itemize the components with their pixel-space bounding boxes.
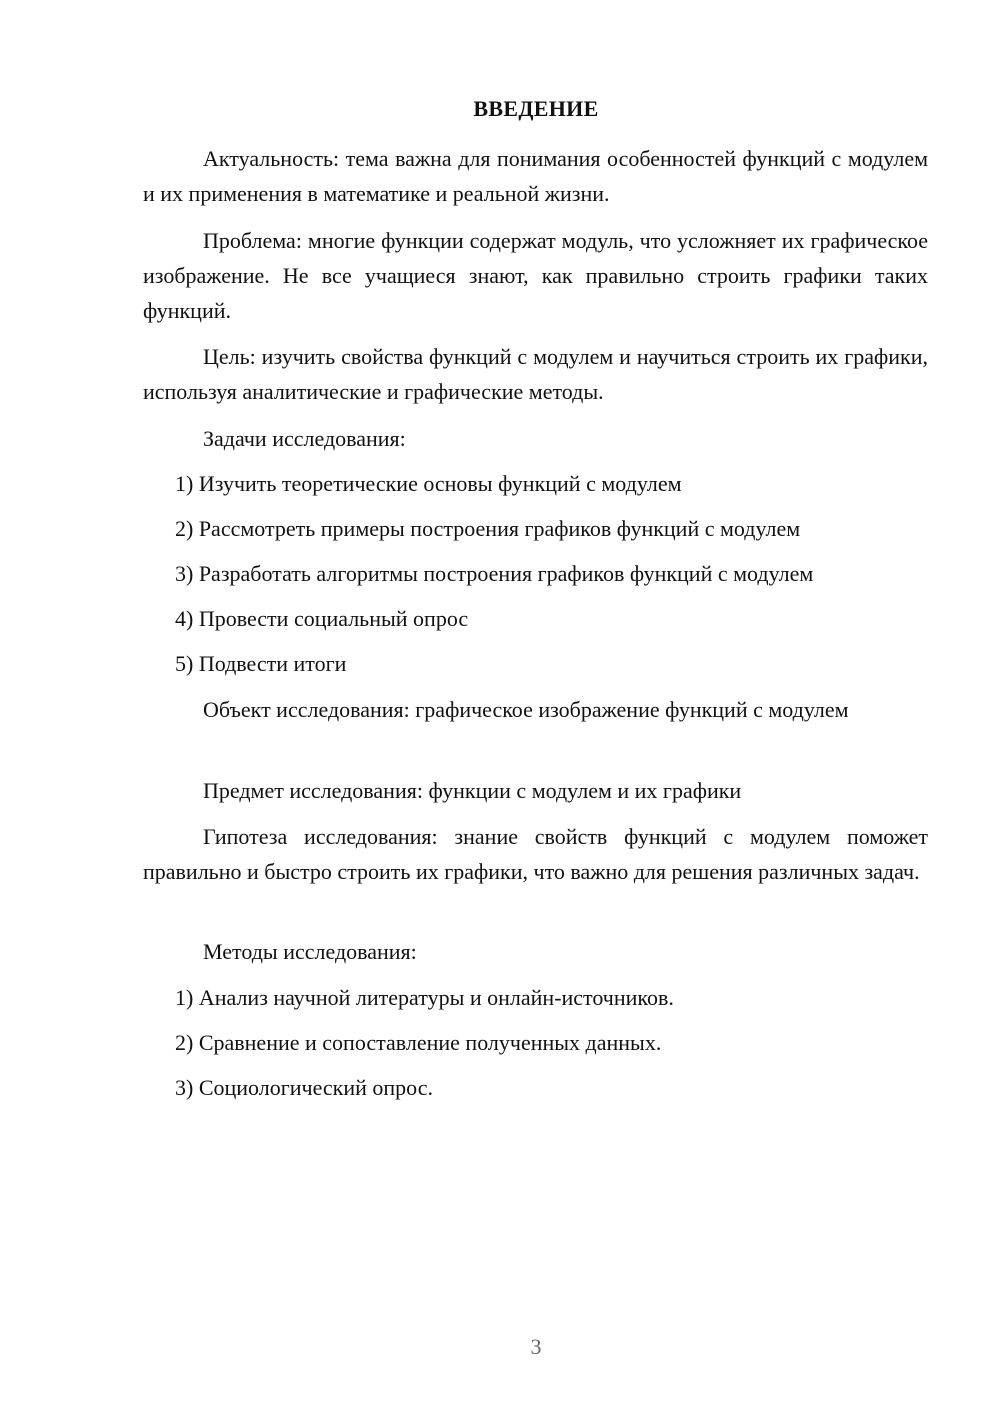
relevance-text: Актуальность: тема важна для понимания особенностей функций с модулем и их применения в математике и реальной жизни.	[143, 146, 928, 206]
tasks-heading-text: Задачи исследования:	[203, 426, 406, 451]
task-item-5: 5) Подвести итоги	[175, 651, 347, 676]
object-text: Объект исследования: графическое изображение функций с модулем	[203, 697, 849, 722]
page-number: 3	[530, 1334, 542, 1359]
paragraph-hypothesis	[143, 819, 928, 889]
list-item	[143, 466, 928, 501]
hypothesis-text: Гипотеза исследования: знание свойств функций с модулем поможет правильно и быстро строить их графики, что важно для решения различных задач.	[143, 824, 928, 884]
methods-heading	[143, 934, 928, 969]
problem-text: Проблема: многие функции содержат модуль, что усложняет их графическое изображение. Не все учащиеся знают, как правильно строить графики таких функций.	[143, 228, 928, 323]
paragraph-object	[143, 692, 928, 727]
paragraph-goal	[143, 339, 928, 409]
paragraph-problem	[143, 223, 928, 328]
page-title: ВВЕДЕНИЕ	[473, 96, 599, 121]
paragraph-subject	[143, 773, 928, 808]
list-item	[143, 980, 928, 1015]
list-item	[143, 1025, 928, 1060]
methods-heading-text: Методы исследования:	[203, 939, 417, 964]
list-item	[143, 646, 928, 681]
method-item-2: 2) Сравнение и сопоставление полученных данных.	[175, 1030, 662, 1055]
task-item-2: 2) Рассмотреть примеры построения графиков функций с модулем	[175, 516, 801, 541]
task-item-4: 4) Провести социальный опрос	[175, 606, 469, 631]
list-item	[143, 601, 928, 636]
task-item-3: 3) Разработать алгоритмы построения графиков функций с модулем	[175, 561, 814, 586]
method-item-1: 1) Анализ научной литературы и онлайн-источников.	[175, 985, 674, 1010]
task-item-1: 1) Изучить теоретические основы функций с модулем	[175, 471, 682, 496]
method-item-3: 3) Социологический опрос.	[175, 1075, 433, 1100]
tasks-heading	[143, 421, 928, 456]
paragraph-relevance	[143, 141, 928, 211]
goal-text: Цель: изучить свойства функций с модулем и научиться строить их графики, используя аналитические и графические методы.	[143, 344, 928, 404]
list-item	[143, 1070, 928, 1105]
list-item	[143, 556, 928, 591]
list-item	[143, 511, 928, 546]
subject-text: Предмет исследования: функции с модулем и их графики	[203, 778, 742, 803]
